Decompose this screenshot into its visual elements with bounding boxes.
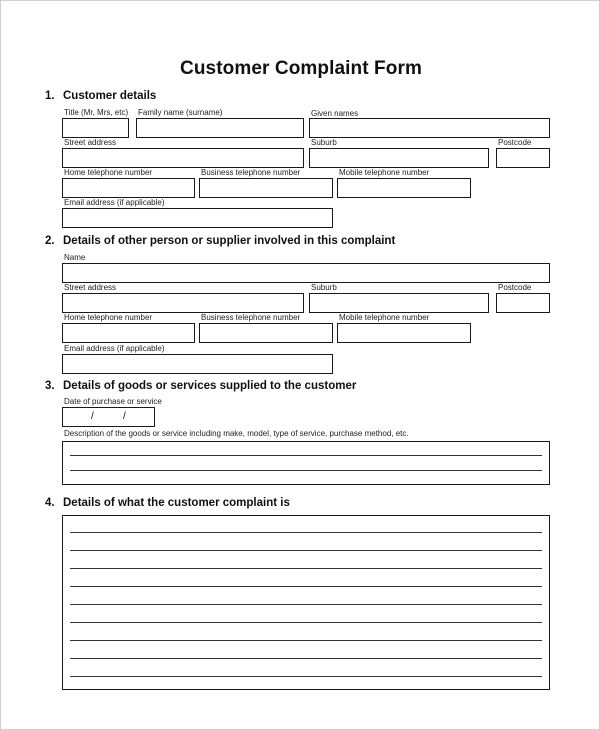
section-2-heading bbox=[45, 235, 395, 247]
s1-street-address-input[interactable] bbox=[62, 148, 304, 168]
s1-business-phone-label: Business telephone number bbox=[201, 168, 301, 177]
description-textarea[interactable] bbox=[62, 441, 550, 485]
section-4-title: Details of what the customer complaint is bbox=[63, 497, 290, 509]
title-field-label: Title (Mr, Mrs, etc) bbox=[64, 108, 129, 117]
s2-email-input[interactable] bbox=[62, 354, 333, 374]
s1-suburb-input[interactable] bbox=[309, 148, 489, 168]
section-4-heading bbox=[45, 497, 290, 509]
s2-business-phone-label: Business telephone number bbox=[201, 313, 301, 322]
s2-postcode-label: Postcode bbox=[498, 283, 532, 292]
section-3-heading bbox=[45, 380, 356, 392]
section-2-number: 2. bbox=[45, 235, 55, 247]
writing-line bbox=[70, 568, 542, 569]
writing-line bbox=[70, 586, 542, 587]
s2-mobile-phone-label: Mobile telephone number bbox=[339, 313, 430, 322]
section-1-number: 1. bbox=[45, 90, 55, 102]
s2-home-phone-input[interactable] bbox=[62, 323, 195, 343]
section-3-number: 3. bbox=[45, 380, 55, 392]
description-label: Description of the goods or service including make, model, type of service, purchase method, etc. bbox=[64, 429, 409, 438]
writing-line bbox=[70, 622, 542, 623]
section-3-title: Details of goods or services supplied to the customer bbox=[63, 380, 357, 392]
s1-suburb-label: Suburb bbox=[311, 138, 337, 147]
s1-home-phone-input[interactable] bbox=[62, 178, 195, 198]
s1-mobile-phone-input[interactable] bbox=[337, 178, 471, 198]
s2-home-phone-label: Home telephone number bbox=[64, 313, 153, 322]
s2-name-input[interactable] bbox=[62, 263, 550, 283]
s2-postcode-input[interactable] bbox=[496, 293, 550, 313]
s1-family-name-input[interactable] bbox=[136, 118, 304, 138]
writing-line bbox=[70, 532, 542, 533]
s1-email-label: Email address (if applicable) bbox=[64, 198, 165, 207]
s2-suburb-label: Suburb bbox=[311, 283, 337, 292]
form-title: Customer Complaint Form bbox=[180, 58, 422, 79]
date-separator-2: / bbox=[123, 411, 126, 422]
date-separator-1: / bbox=[91, 411, 94, 422]
section-1-heading bbox=[45, 90, 156, 102]
s1-email-input[interactable] bbox=[62, 208, 333, 228]
s1-street-address-label: Street address bbox=[64, 138, 117, 147]
date-of-purchase-label: Date of purchase or service bbox=[64, 397, 162, 406]
writing-line bbox=[70, 470, 542, 471]
section-4-number: 4. bbox=[45, 497, 55, 509]
s2-email-label: Email address (if applicable) bbox=[64, 344, 165, 353]
writing-line bbox=[70, 640, 542, 641]
writing-line bbox=[70, 658, 542, 659]
complaint-details-textarea[interactable] bbox=[62, 515, 550, 690]
s1-home-phone-label: Home telephone number bbox=[64, 168, 153, 177]
s2-suburb-input[interactable] bbox=[309, 293, 489, 313]
writing-line bbox=[70, 455, 542, 456]
given-names-label: Given names bbox=[311, 109, 359, 118]
s2-name-label: Name bbox=[64, 253, 86, 262]
s1-mobile-phone-label: Mobile telephone number bbox=[339, 168, 430, 177]
s1-given-names-input[interactable] bbox=[309, 118, 550, 138]
s2-business-phone-input[interactable] bbox=[199, 323, 333, 343]
date-of-purchase-input[interactable] bbox=[62, 407, 155, 427]
writing-line bbox=[70, 550, 542, 551]
s1-title-input[interactable] bbox=[62, 118, 129, 138]
family-name-label: Family name (surname) bbox=[138, 108, 223, 117]
section-2-title: Details of other person or supplier involved in this complaint bbox=[63, 235, 396, 247]
s1-business-phone-input[interactable] bbox=[199, 178, 333, 198]
s1-postcode-label: Postcode bbox=[498, 138, 532, 147]
s1-postcode-input[interactable] bbox=[496, 148, 550, 168]
writing-line bbox=[70, 604, 542, 605]
s2-street-address-input[interactable] bbox=[62, 293, 304, 313]
section-1-title: Customer details bbox=[63, 90, 157, 102]
writing-line bbox=[70, 676, 542, 677]
s2-mobile-phone-input[interactable] bbox=[337, 323, 471, 343]
s2-street-address-label: Street address bbox=[64, 283, 117, 292]
